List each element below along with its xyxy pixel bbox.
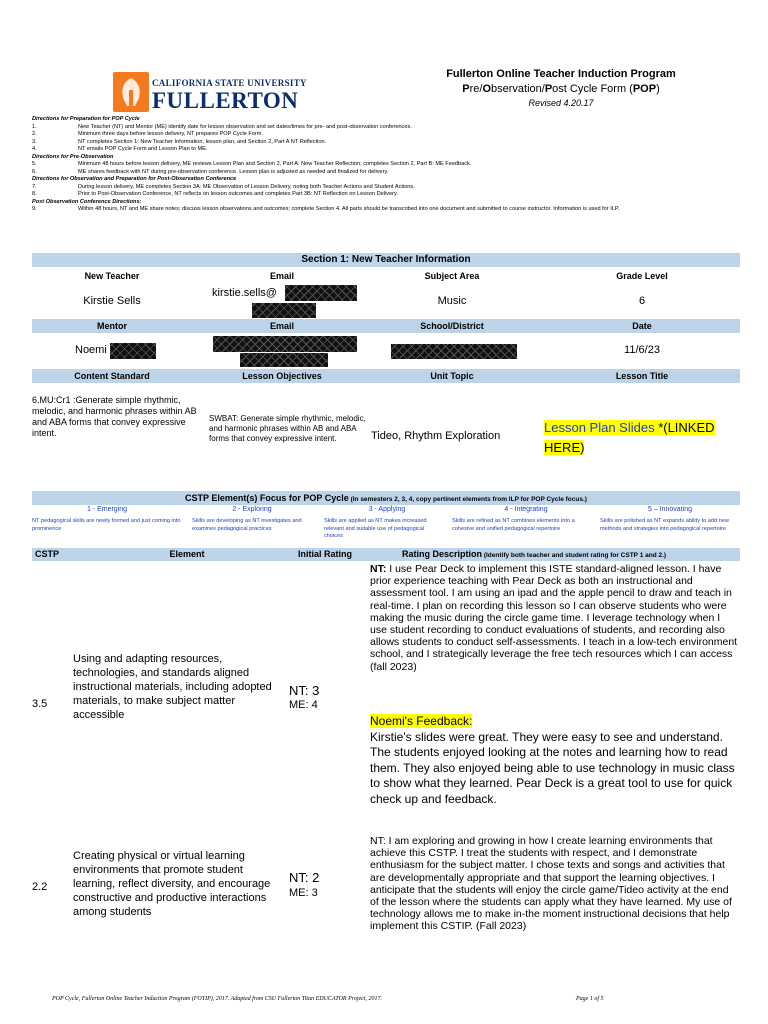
linked-note: *(LINKED HERE) <box>544 420 715 455</box>
section1-header-row-2 <box>32 319 740 333</box>
revision-date: Revised 4.20.17 <box>528 98 594 108</box>
col-lesson-title: Lesson Title <box>615 371 669 381</box>
lesson-objectives: SWBAT: Generate simple rhythmic, melodic, and harmonic phrases within AB and ABA forms that convey expressive intent. <box>209 414 366 443</box>
feedback-label: Noemi's Feedback: <box>370 714 473 728</box>
col-grade: Grade Level <box>616 271 668 281</box>
level-1-name: 1 - Emerging <box>86 506 128 513</box>
lesson-date: 11/6/23 <box>624 344 660 356</box>
col-cstp: CSTP <box>34 549 59 559</box>
footer-text: POP Cycle, Fullerton Online Teacher Induction Program (FOTIP), 2017. Adapted from CSU Fullerton Titan EDUCATOR Project, 2017. <box>52 996 383 1002</box>
lesson-title-link[interactable] <box>544 418 744 458</box>
direction-number: 9. <box>32 206 37 212</box>
direction-number: 7. <box>32 183 37 190</box>
nt-rating: NT: 3 <box>289 683 320 698</box>
redacted-block <box>252 303 316 318</box>
directions <box>32 116 740 214</box>
nt-label: NT: <box>370 563 387 575</box>
level-3-desc: Skills are applied as NT makes increased relevant and suitable use of pedagogical choices <box>324 518 427 539</box>
directions-heading: Directions for Preparation for POP Cycle <box>32 116 140 122</box>
direction-item <box>32 131 740 139</box>
level-3-name: 3 - Applying <box>368 506 406 513</box>
section1-title: Section 1: New Teacher Information <box>32 253 740 267</box>
mentor-name: Noemi <box>75 344 107 356</box>
me-rating: ME: 4 <box>289 699 318 711</box>
logo-fullerton: FULLERTON <box>152 88 299 113</box>
nt-reflection <box>370 563 740 673</box>
cstp-element: Using and adapting resources, technologies, and standards aligned instructional materials, including adopted materials, to make subject matter accessible <box>73 653 272 721</box>
col-lesson-objectives: Lesson Objectives <box>242 371 322 381</box>
direction-item <box>32 124 740 132</box>
col-date: Date <box>632 321 652 331</box>
redacted-block <box>285 285 357 301</box>
section1-header-row-1 <box>32 269 740 283</box>
direction-number: 8. <box>32 191 37 197</box>
col-initial-rating: Initial Rating <box>298 549 352 559</box>
col-email: Email <box>269 271 294 281</box>
mentor-feedback <box>370 714 742 807</box>
level-1-desc: NT pedagogical skills are newly formed and just coming into prominence <box>32 518 181 532</box>
nt-rating: NT: 2 <box>289 870 320 885</box>
new-teacher-email: kirstie.sells@ <box>212 287 277 299</box>
direction-item <box>32 139 740 147</box>
level-5-desc: Skills are polished as NT expands ability to add new methods and strategies into pedagogical repertoire <box>600 518 729 532</box>
redacted-block <box>240 353 328 367</box>
col-new-teacher: New Teacher <box>84 271 140 281</box>
direction-number: 2. <box>32 131 37 137</box>
logo-university-line: CALIFORNIA STATE UNIVERSITY <box>152 78 307 88</box>
direction-number: 1. <box>32 123 37 130</box>
col-content-standard: Content Standard <box>74 371 150 381</box>
redacted-block <box>391 344 517 359</box>
section1-header-row-3 <box>32 369 740 383</box>
direction-text: Prior to Post-Observation Conference, NT reflects on lesson outcomes and completes Part 3B: NT Reflection on Lesson Delivery. <box>78 191 398 197</box>
direction-number: 5. <box>32 161 37 167</box>
direction-number: 4. <box>32 146 37 152</box>
university-seal-icon <box>113 72 149 112</box>
direction-text: NT completes Section 1: New Teacher Information, lesson plan, and Section 2, Part A NT Reflection. <box>78 138 327 145</box>
direction-item <box>32 169 740 177</box>
cstp-title-note: (In semesters 2, 3, 4, copy pertinent elements from ILP for POP Cycle focus.) <box>348 496 587 503</box>
col-mentor: Mentor <box>97 321 127 331</box>
col-element: Element <box>169 549 205 559</box>
form-title: Pre/Observation/Post Cycle Form (POP) <box>462 83 660 95</box>
col-school: School/District <box>420 321 484 331</box>
feedback-text: Kirstie's slides were great. They were easy to see and understand. The students enjoyed looking at the notes and learning how to read them. They also enjoyed being able to use technology in music class to show what they learned. Pear Deck is a great tool to use for quick check up and feedback. <box>370 729 735 806</box>
direction-text: Within 48 hours, NT and ME share notes; discuss lesson observations and outcomes; complete Section 4. All parts should be transcribed into one document and submitted to course instructor. Information is used for ILP. <box>78 206 620 212</box>
direction-text: NT emails POP Cycle Form and Lesson Plan to ME. <box>78 146 208 152</box>
col-mentor-email: Email <box>269 321 294 331</box>
content-standard: 6.MU:Cr1 :Generate simple rhythmic, melodic, and harmonic phrases within AB and ABA forms that convey expressive intent. <box>32 395 197 438</box>
rating-desc-label: Rating Description <box>402 549 483 559</box>
level-2-name: 2 - Exploring <box>232 506 272 513</box>
subject-area: Music <box>437 295 467 307</box>
direction-text: New Teacher (NT) and Mentor (ME) identify date for lesson observation and set dates/times for pre- and post-observation conferences. <box>78 123 412 130</box>
new-teacher-name: Kirstie Sells <box>83 295 141 307</box>
direction-text: Minimum 48 hours before lesson delivery, ME reviews Lesson Plan and Section 2, Part A: New Teacher Reflection; completes Section 2, Part B: ME Feedback. <box>78 161 472 167</box>
level-2-desc: Skills are developing as NT investigates and examines pedagogical practices <box>192 518 302 532</box>
me-rating: ME: 3 <box>289 887 318 899</box>
direction-item <box>32 146 740 154</box>
direction-text: Minimum three days before lesson delivery, NT prepares POP Cycle Form. <box>78 131 263 137</box>
redacted-block <box>110 343 156 359</box>
direction-number: 3. <box>32 138 37 145</box>
direction-item <box>32 206 740 214</box>
unit-topic: Tideo, Rhythm Exploration <box>371 430 501 442</box>
nt-text: I use Pear Deck to implement this ISTE standard-aligned lesson. I have prior experience teaching with Pear Deck as both an instructional and assessment tool. I am using an ipad and the apple pencil to draw and teach in real-time. I plan on recording this lesson so I can observe students who were making the music during the circle game time. I leverage technology when I use student recording to conduct evaluations of students, and recording also allows students to conduct self-assessments. I teach in a low-tech environment school, and I strategically leverage the free tech resources which I can access (fall 2023) <box>370 563 738 673</box>
lesson-plan-slides-link[interactable]: Lesson Plan Slides <box>544 420 655 435</box>
nt-reflection: NT: I am exploring and growing in how I create learning environments that achieve this CSTP. I treat the students with respect, and I demonstrate enthusiasm for the subject matter. I chose texts and songs and activities that are developmentally appropriate and that support the learning objectives. I anticipate that the students will enjoy the circle game/Tideo activity at the end of the lesson where the students can apply what they have learned. My use of technology allows me to make in-the moment instructional decisions that help implement this CSTIP. (Fall 2023) <box>370 835 732 933</box>
directions-heading: Directions for Observation and Preparation for Post-Observation Conference <box>32 176 237 182</box>
level-4-name: 4 - Integrating <box>504 506 548 513</box>
cstp-title <box>32 491 740 505</box>
page-number: Page 1 of 5 <box>576 996 604 1002</box>
cstp-element: Creating physical or virtual learning environments that promote student learning, reflect diversity, and encourage constructive and productive interactions among students <box>73 850 271 918</box>
col-subject: Subject Area <box>424 271 480 281</box>
col-unit-topic: Unit Topic <box>430 371 474 381</box>
cstp-number: 3.5 <box>32 698 48 710</box>
redacted-block <box>213 336 357 352</box>
grade-level: 6 <box>638 295 646 307</box>
directions-heading: Directions for Pre-Observation <box>32 153 114 160</box>
rating-desc-note: (Identify both teacher and student rating for CSTP 1 and 2.) <box>482 552 667 559</box>
cstp-number: 2.2 <box>32 881 48 893</box>
directions-heading: Post Observation Conference Directions: <box>32 198 142 205</box>
direction-item <box>32 191 740 199</box>
direction-number: 6. <box>32 168 37 175</box>
cstp-title-text: CSTP Element(s) Focus for POP Cycle <box>185 493 349 503</box>
direction-item <box>32 161 740 169</box>
level-4-desc: Skills are refined as NT combines elements into a cohesive and unified pedagogical repertoire <box>452 518 575 532</box>
level-5-name: 5 – Innovating <box>648 506 692 513</box>
direction-text: ME shares feedback with NT during pre-observation conference. Lesson plan is adjusted as needed and finalized for delivery. <box>78 168 389 175</box>
program-title: Fullerton Online Teacher Induction Program <box>446 68 676 80</box>
direction-text: During lesson delivery, ME completes Section 3A: ME Observation of Lesson Delivery, noting both Teacher Actions and Student Actions. <box>78 183 415 190</box>
col-rating-desc <box>402 548 742 562</box>
rating-header-row <box>32 548 740 561</box>
direction-item <box>32 184 740 192</box>
